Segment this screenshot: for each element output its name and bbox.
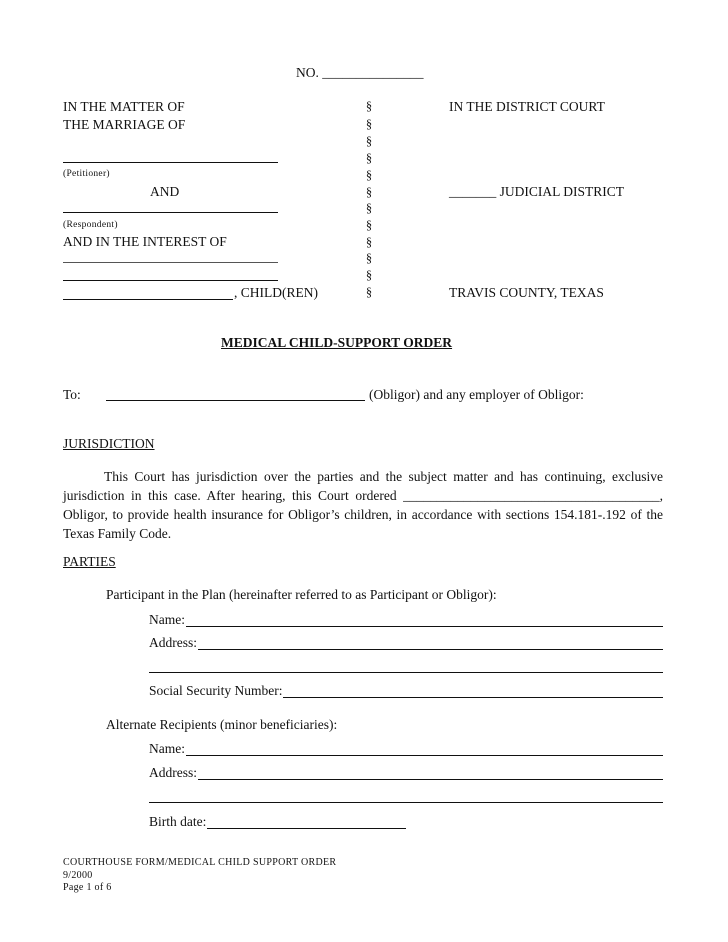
participant-name-label: Name: (149, 612, 185, 627)
alternate-name-field[interactable] (149, 741, 663, 756)
respondent-label: (Respondent) (63, 220, 118, 230)
section-symbol: § (365, 151, 373, 165)
caption-and: AND (150, 184, 180, 199)
jurisdiction-heading: JURISDICTION (63, 436, 155, 451)
jurisdiction-line-4: Texas Family Code. (63, 526, 172, 541)
section-symbol: § (365, 185, 373, 199)
caption-matter-of: IN THE MATTER OF (63, 99, 185, 114)
alternate-address-label: Address: (149, 765, 197, 780)
alternate-name-line[interactable] (186, 742, 663, 756)
child-name-line-1[interactable] (63, 262, 278, 263)
section-symbol: § (365, 168, 373, 182)
caption-interest-of: AND IN THE INTEREST OF (63, 234, 227, 249)
alternate-address-line-2[interactable] (149, 802, 663, 803)
alternate-heading: Alternate Recipients (minor beneficiaries): (106, 717, 338, 732)
section-symbol: § (365, 99, 373, 113)
to-suffix: (Obligor) and any employer of Obligor: (369, 387, 584, 402)
caption-district-court: IN THE DISTRICT COURT (449, 99, 605, 114)
participant-address-label: Address: (149, 635, 197, 650)
jurisdiction-line-2: jurisdiction in this case. After hearing, this Court ordered ______________________________________, (63, 488, 663, 503)
petitioner-name-line[interactable] (63, 162, 278, 163)
jurisdiction-line-3: Obligor, to provide health insurance for Obligor’s children, in accordance with sections 154.181-.192 of the (63, 507, 663, 522)
participant-name-field[interactable] (149, 612, 663, 627)
participant-ssn-field[interactable] (149, 683, 663, 698)
alternate-birth-date-line[interactable] (207, 815, 406, 829)
footer-page-number: Page 1 of 6 (63, 882, 112, 893)
alternate-birth-date-label: Birth date: (149, 814, 207, 829)
section-symbol: § (365, 218, 373, 232)
section-symbol: § (365, 268, 373, 282)
alternate-name-label: Name: (149, 741, 185, 756)
alternate-address-line[interactable] (198, 766, 663, 780)
alternate-birth-date-field[interactable] (149, 814, 406, 829)
section-symbol: § (365, 117, 373, 131)
child-name-line-3[interactable] (63, 299, 233, 300)
child-name-line-2[interactable] (63, 280, 278, 281)
participant-ssn-label: Social Security Number: (149, 683, 283, 698)
participant-address-line[interactable] (198, 636, 663, 650)
section-symbol: § (365, 285, 373, 299)
to-label: To: (63, 387, 81, 402)
section-symbol: § (365, 235, 373, 249)
participant-ssn-line[interactable] (283, 684, 663, 698)
section-symbol: § (365, 134, 373, 148)
alternate-address-field[interactable] (149, 765, 663, 780)
footer (63, 857, 336, 895)
footer-form-name: COURTHOUSE FORM/MEDICAL CHILD SUPPORT ORDER (63, 857, 337, 868)
participant-address-field[interactable] (149, 635, 663, 650)
jurisdiction-line-1: This Court has jurisdiction over the parties and the subject matter and has continuing, exclusive (104, 469, 663, 484)
parties-heading: PARTIES (63, 554, 116, 569)
cause-number: NO. _______________ (296, 65, 424, 80)
obligor-name-line[interactable] (106, 400, 365, 401)
participant-heading: Participant in the Plan (hereinafter referred to as Participant or Obligor): (106, 587, 497, 602)
section-symbol: § (365, 251, 373, 265)
caption-marriage-of: THE MARRIAGE OF (63, 117, 186, 132)
caption-county: TRAVIS COUNTY, TEXAS (449, 285, 604, 300)
section-symbol: § (365, 201, 373, 215)
participant-name-line[interactable] (186, 613, 663, 627)
caption-judicial-district: _______ JUDICIAL DISTRICT (449, 184, 624, 199)
caption-children-suffix: , CHILD(REN) (234, 285, 318, 300)
participant-address-line-2[interactable] (149, 672, 663, 673)
petitioner-label: (Petitioner) (63, 169, 110, 179)
respondent-name-line[interactable] (63, 212, 278, 213)
document-title: MEDICAL CHILD-SUPPORT ORDER (221, 335, 453, 350)
footer-date: 9/2000 (63, 869, 93, 881)
